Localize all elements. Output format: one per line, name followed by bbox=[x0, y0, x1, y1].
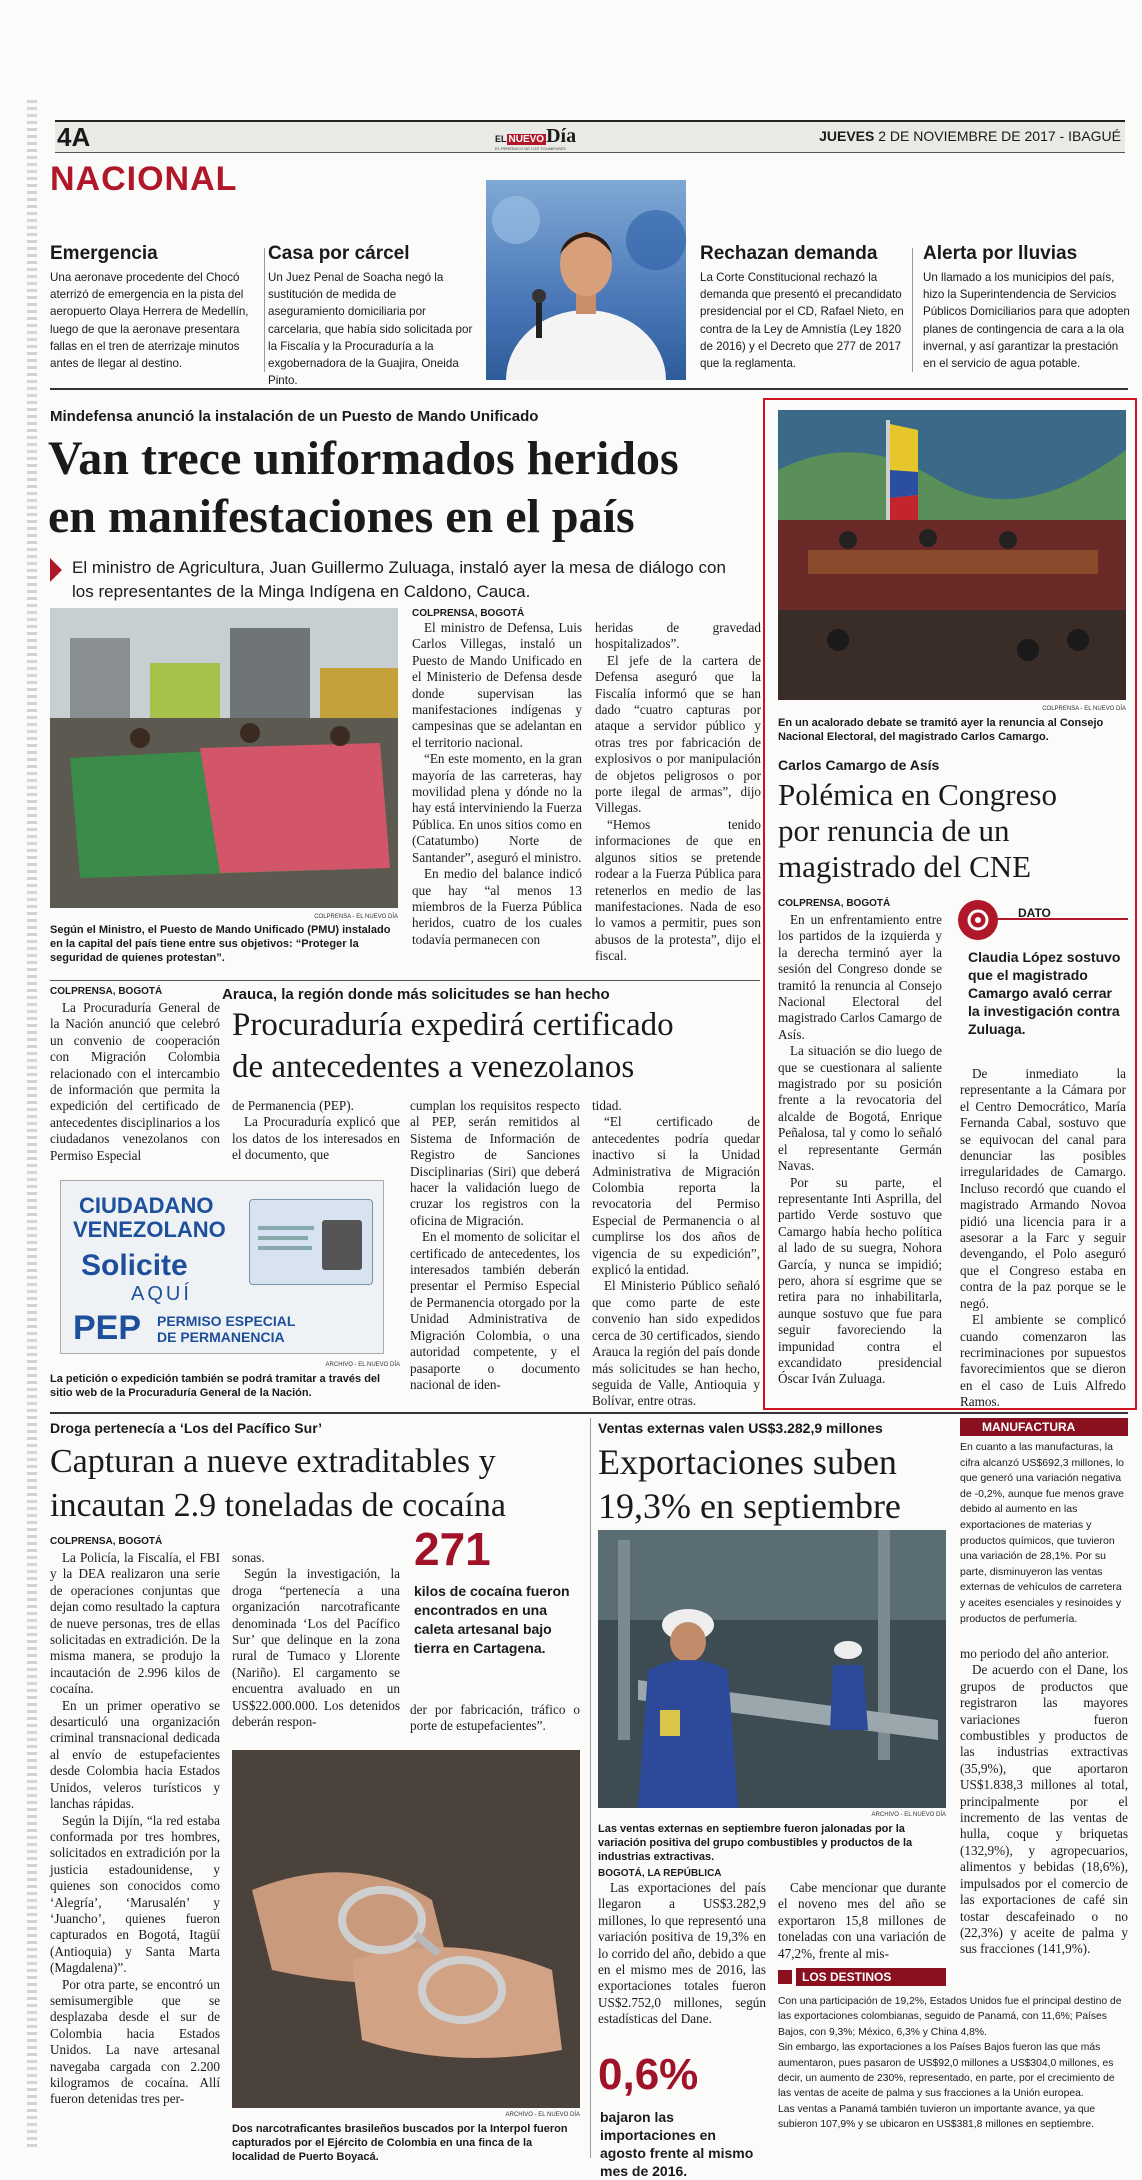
dato-box bbox=[958, 900, 1128, 1040]
cne-photo-credit: COLPRENSA - EL NUEVO DÍA bbox=[1042, 706, 1126, 712]
dato-label: DATO bbox=[1018, 906, 1051, 920]
masthead-tagline: EL PERIÓDICO DE LOS TOLIMENSES bbox=[495, 146, 566, 151]
arauca-column-2: cumplan los requisitos respecto al PEP, serán remitidos al Sistema de Información de Registro de Sanciones Disciplinarias (Siri) que deberá hacer la validación luego de cruzar los registros con la oficina de Migración. En el momento de solicitar el certificado de antecedentes, los interesados también deberán presentar el Permiso Especial de Permanencia otorgado por la Unidad Administrativa de Migración Colombia, o una autoridad competente, y el pasaporte o documento nacional de iden- bbox=[410, 1098, 580, 1392]
export-kicker: Ventas externas valen US$3.282,9 millones bbox=[598, 1420, 883, 1436]
handcuffs-caption: Dos narcotraficantes brasileños buscados por la Interpol fueron capturados por el Ejército de Colombia en una finca de la localidad de Puerto Boyacá. bbox=[232, 2123, 568, 2163]
main-photo-credit: COLPRENSA - EL NUEVO DÍA bbox=[314, 914, 398, 920]
main-headline: Van trece uniformados heridos en manifestaciones en el país bbox=[48, 432, 679, 543]
export-photo-caption: Las ventas externas en septiembre fueron jalonadas por la variación positiva del grupo combustibles y productos de la industrias extractivas. bbox=[598, 1823, 913, 1863]
arauca-left-column: La Procuraduría General de la Nación anunció que celebró un convenio de cooperación con Migración Colombia relacionado con el intercambio de información que permita la expedición del certificado de antecedentes disciplinarios a los ciudadanos venezolanos con Permiso Especial bbox=[50, 1000, 220, 1163]
pep-caption: La petición o expedición también se podrá tramitar a través del sitio web de la Procuraduría General de la Nación. bbox=[50, 1373, 381, 1399]
export-column-1: Las exportaciones del país llegaron a US$3.282,9 millones, lo que representó una variación positiva de 19,3% en lo corrido del año, debido a que en el mismo mes de 2016, las exportaciones totales fueron US$2.752,0 millones, según estadísticas del Dane. bbox=[598, 1880, 766, 2027]
cne-column-2: De inmediato la representante a la Cámara por el Centro Democrático, María Fernanda Cabal, sostuvo que se equivocan del canal para denunciar las posibles irregularidades de Camargo. Incluso recordó que cuando el magistrado Armando Novoa pidió una licencia para ir a asesorar a la Farc y seguir devengando, el Polo aseguró que el Congreso estaba en contra de la paz porque se le negó. El ambiente se complicó cuando comenzaron las recriminaciones por supuestos favorecimientos que se dieron en el caso de Luis Alfredo Ramos. bbox=[960, 1066, 1126, 1410]
rule-vertical-lower bbox=[590, 1418, 591, 2158]
manufactura-text: En cuanto a las manufacturas, la cifra alcanzó US$692,3 millones, lo que generó una variación negativa de -0,2%, aunque fue menos grave debido al aumento en las exportaciones de materias y productos químicos, que tuvieron una variación de 28,1%. Por su parte, disminuyeron las ventas externas de vehículos de carretera y aceites esenciales y resinoides y productos de perfumería. bbox=[960, 1441, 1125, 1625]
photo-politician-microphone bbox=[486, 180, 686, 380]
pep-line-pep: PEP bbox=[73, 1309, 142, 1347]
cne-kicker: Carlos Camargo de Asís bbox=[778, 757, 940, 773]
rule-under-briefs bbox=[50, 388, 1128, 390]
arauca-column-1: de Permanencia (PEP). La Procuraduría explicó que los datos de los interesados en el documento, que bbox=[232, 1098, 400, 1163]
brief-divider bbox=[912, 248, 913, 372]
pep-line-venezolano: VENEZOLANO bbox=[73, 1217, 226, 1242]
drug-column-1: La Policía, la Fiscalía, el FBI y la DEA realizaron una serie de operaciones conjuntas que dejan como resultado la captura de nueve personas, tres de ellas solicitadas en extradición. De la misma manera, se produjo la incautación de 2.996 kilos de cocaína. En un primer operativo se desarticuló una organización criminal transnacional dedicada al envío de estupefacientes desde Colombia hacia Estados Unidos, veleros turísticos y lanchas rápidas. Según la Dijín, “la red estaba conformada por tres hombres, solicitados en extradición por la justicia estadounidense, y quienes son conocidos como ‘Alegría’, ‘Marusalén’ y ‘Juancho’, quienes fueron capturados en Bogotá, Itagüí (Antioquia) y Santa Marta (Magdalena)”. Por otra parte, se encontró un semisumergible que se desplazaba desde el sur de Colombia hacia Estados Unidos. La nave artesanal navegaba cargada con 2.200 kilogramos de cocaína. Allí fueron detenidas tres per- bbox=[50, 1550, 220, 2107]
drug-column-3: der por fabricación, tráfico o porte de estupefacientes”. bbox=[410, 1702, 580, 1734]
brief-casa-por-carcel: Casa por cárcel Un Juez Penal de Soacha negó la sustitución de medida de aseguramiento domiciliaria por carcelaria, que había sido solicitada por la Fiscalía y la Procuraduría a la exgobernadora de la Guajira, Oneida Pinto. bbox=[268, 243, 473, 388]
pep-line-permanencia: DE PERMANENCIA bbox=[157, 1329, 285, 1345]
handcuffs-credit: ARCHIVO - EL NUEVO DÍA bbox=[505, 2112, 580, 2118]
arauca-byline: COLPRENSA, BOGOTÁ bbox=[50, 986, 163, 997]
brief-alerta-por-lluvias: Alerta por lluvias Un llamado a los municipios del país, hizo la Superintendencia de Servicios Públicos Domiciliarios para que adopten planes de contingencia de cara a la ola invernal, y así garantizar la prestación en el servicio de agua potable. bbox=[923, 243, 1130, 371]
masthead-logo: EL NUEVO Día EL PERIÓDICO DE LOS TOLIMENSES bbox=[495, 125, 577, 151]
photo-industrial-worker bbox=[598, 1530, 946, 1808]
main-column-1: El ministro de Defensa, Luis Carlos Villegas, instaló un Puesto de Mando Unificado en el Ministerio de Defensa desde donde supervisan las manifestaciones indígenas y campesinas que se adelantan en el territorio nacional. “En este momento, en la gran mayoría de las carreteras, hay movilidad plena y dónde no la hay está interviniendo la Fuerza Pública. En unos sitios como en (Catatumbo) Norte de Santander”, aseguró el ministro. En medio del balance indicó que hay “al menos 13 miembros de la Fuerza Pública heridos, cuatro de los cuales todavía permanecen con bbox=[412, 620, 582, 947]
arauca-kicker: Arauca, la región donde más solicitudes se han hecho bbox=[222, 986, 610, 1003]
export-byline: BOGOTÁ, LA REPÚBLICA bbox=[598, 1868, 722, 1879]
cne-byline: COLPRENSA, BOGOTÁ bbox=[778, 898, 891, 909]
photo-handcuffs bbox=[232, 1750, 580, 2108]
dato-icon bbox=[958, 900, 998, 940]
pep-line-permiso: PERMISO ESPECIAL bbox=[157, 1313, 296, 1329]
export-stat-number: 0,6% bbox=[598, 2050, 699, 2099]
photo-congress-session bbox=[778, 410, 1126, 700]
destinos-text: Con una participación de 19,2%, Estados Unidos fue el principal destino de las exportaciones colombianas, seguido de Panamá, con 11,6%; Países Bajos, con 9,3%; México, 6,3% y China 4,8%. Sin embargo, las exportaciones a los Países Bajos fueron las que más aumentaron, pues pasaron de US$92,0 millones a US$304,0 millones, es decir, un aumento de 230%, representado, en parte, por el crecimiento de las ventas de aceite de palma y sus fracciones a la Unión europea. Las ventas a Panamá también tuvieron un importante avance, ya que subieron 107,9% y se ubicaron en US$381,8 millones en septiembre. bbox=[778, 1996, 1122, 2131]
main-kicker: Mindefensa anunció la instalación de un Puesto de Mando Unificado bbox=[50, 408, 539, 425]
cne-column-1: En un enfrentamiento entre los partidos de la izquierda y la derecha terminó ayer la sesión del Congreso donde se tramitó la renuncia al Consejo Nacional Electoral del magistrado Carlos Camargo de Asís. La situación se dio luego de que se cuestionara al saliente magistrado por su posición frente a la revocatoria del alcalde de Bogotá, Enrique Peñalosa, tal y como lo señaló el representante Germán Navas. Por su parte, el representante Inti Asprilla, del partido Verde sostuvo que Camargo había hecho política al lado de su suegra, Nohora García, y nunca se impidió; pero, ahora sí esgrime que se retira para no inhabilitarla, aunque sostuvo que fue para seguir favoreciendo la impunidad contra el excandidato presidencial Óscar Iván Zuluaga. bbox=[778, 912, 942, 1387]
pep-line-aqui: AQUÍ bbox=[131, 1283, 192, 1305]
cne-photo-caption: En un acalorado debate se tramitó ayer la renuncia al Consejo Nacional Electoral, del magistrado Carlos Camargo. bbox=[778, 717, 1104, 743]
export-stat-text: bajaron las importaciones en agosto frente al mismo mes de 2016. bbox=[600, 2109, 754, 2179]
main-column-2: heridas de gravedad hospitalizados”. El jefe de la cartera de Defensa aseguró que la Fiscalía informó que se han dado “cuatro capturas por ataque a servidor público y otras tres por fabricación de explosivos o por manipulación de objetos peligrosos o por porte ilegal de armas”, dijo Villegas. “Hemos tenido informaciones de que en algunos sitios se pretende rodear a la Fuerza Pública para retenerlos en medio de las manifestaciones. Nada de eso lo vamos a permitir, pues son abusos de la protesta”, dijo el fiscal. bbox=[595, 620, 761, 964]
deck-marker bbox=[50, 558, 62, 582]
destinos-header bbox=[778, 1968, 1128, 1986]
pep-line-ciudadano: CIUDADANO bbox=[79, 1193, 214, 1218]
rule-above-lower bbox=[50, 1412, 1128, 1414]
export-column-2: Cabe mencionar que durante el noveno mes del año se exportaron 15,8 millones de toneladas con una variación de 47,2%, frente al mis- bbox=[778, 1880, 946, 1961]
brief-rechazan-demanda: Rechazan demanda La Corte Constitucional rechazó la demanda que presentó el precandidato presidencial por el CD, Rafael Nieto, en contra de la Ley de Amnistía (Ley 1820 de 2016) y el Decreto que 277 de 2017 que la reglamenta. bbox=[700, 243, 904, 371]
drug-column-2: sonas. Según la investigación, la droga “pertenecía a una organización narcotraficante denominada ‘Los del Pacífico Sur’ que delinque en la zona rural de Tumaco y Llorente (Nariño). El cargamento se encuentra avaluado en un US$22.000.000. Los detenidos deberán respon- bbox=[232, 1550, 400, 1730]
arauca-column-3: tidad. “El certificado de antecedentes podría quedar inactivo si la Unidad Administrativa de Migración Colombia reporta la revocatoria del Permiso Especial de Permanencia o al cumplirse los dos años de vigencia de su expedición”, explicó la entidad. El Ministerio Público señaló que como parte de este convenio han sido expedidos cerca de 30 certificados, siendo Arauca la región del país donde más solicitudes se han hecho, seguida de Valle, Antioquia y Bolívar, entre otras. bbox=[592, 1098, 760, 1409]
handcuffs-illustration bbox=[232, 1750, 580, 2108]
main-deck: El ministro de Agricultura, Juan Guillermo Zuluaga, instaló ayer la mesa de diálogo con los representantes de la Minga Indígena en Caldono, Cauca. bbox=[72, 558, 726, 601]
brief-emergencia: Emergencia Una aeronave procedente del Chocó aterrizó de emergencia en la pista del aeropuerto Olaya Herrera de Medellín, luego de que la aeronave presentara fallas en el tren de aterrizaje minutos antes de llegar al destino. bbox=[50, 243, 249, 371]
cne-headline: Polémica en Congreso por renuncia de un magistrado del CNE bbox=[778, 777, 1057, 884]
page-number: 4A bbox=[57, 122, 91, 152]
pep-line-solicite: Solicite bbox=[81, 1249, 188, 1282]
congress-illustration bbox=[778, 410, 1126, 700]
page-date: JUEVES 2 DE NOVIEMBRE DE 2017 - IBAGUÉ bbox=[819, 128, 1121, 144]
drug-stat-number: 271 bbox=[414, 1523, 491, 1575]
drug-kicker: Droga pertenecía a ‘Los del Pacífico Sur’ bbox=[50, 1420, 323, 1436]
manufactura-label: MANUFACTURA bbox=[960, 1418, 1128, 1436]
main-photo-caption: Según el Ministro, el Puesto de Mando Unificado (PMU) instalado en la capital del país tiene entre sus objetivos: “Proteger la seguridad de quienes protestan”. bbox=[50, 924, 391, 964]
photo-minga-protest bbox=[50, 608, 398, 908]
pep-graphic bbox=[60, 1180, 384, 1354]
drug-stat-text: kilos de cocaína fueron encontrados en una caleta artesanal bajo tierra en Cartagena. bbox=[414, 1583, 570, 1656]
pep-credit: ARCHIVO - EL NUEVO DÍA bbox=[325, 1362, 400, 1368]
export-column-3: mo periodo del año anterior. De acuerdo con el Dane, los grupos de productos que registraron las mayores variaciones fueron combustibles y productos de las industrias extractivas (35,9%), que aportaron US$1.838,3 millones al total, principalmente por el incremento de las ventas de hulla, coque y briquetas (132,9%), y agropecuarios, alimentos y bebidas (18,6%), impulsados por el comercio de las exportaciones de café sin tostar descafeinado o no (22,3%) y aceite de palma y sus fracciones (141,9%). bbox=[960, 1646, 1128, 1957]
export-photo-credit: ARCHIVO - EL NUEVO DÍA bbox=[871, 1812, 946, 1818]
page-header bbox=[55, 120, 1125, 153]
print-registration-marks bbox=[27, 100, 37, 2150]
export-headline: Exportaciones suben 19,3% en septiembre bbox=[598, 1442, 901, 1526]
brief-divider bbox=[264, 248, 265, 372]
pep-id-card bbox=[249, 1199, 373, 1285]
main-byline: COLPRENSA, BOGOTÁ bbox=[412, 608, 525, 619]
arauca-headline: Procuraduría expedirá certificado de antecedentes a venezolanos bbox=[232, 1007, 674, 1085]
dato-text: Claudia López sostuvo que el magistrado Camargo avaló cerrar la investigación contra Zuluaga. bbox=[968, 949, 1121, 1037]
drug-byline: COLPRENSA, BOGOTÁ bbox=[50, 1536, 163, 1547]
politician-illustration bbox=[486, 180, 686, 380]
section-title: NACIONAL bbox=[50, 160, 238, 198]
drug-headline: Capturan a nueve extraditables y incautan 2.9 toneladas de cocaína bbox=[50, 1443, 506, 1524]
destinos-label: LOS DESTINOS bbox=[796, 1968, 946, 1986]
rule-above-arauca bbox=[50, 980, 760, 981]
protest-illustration bbox=[50, 608, 398, 908]
industrial-illustration bbox=[598, 1530, 946, 1808]
